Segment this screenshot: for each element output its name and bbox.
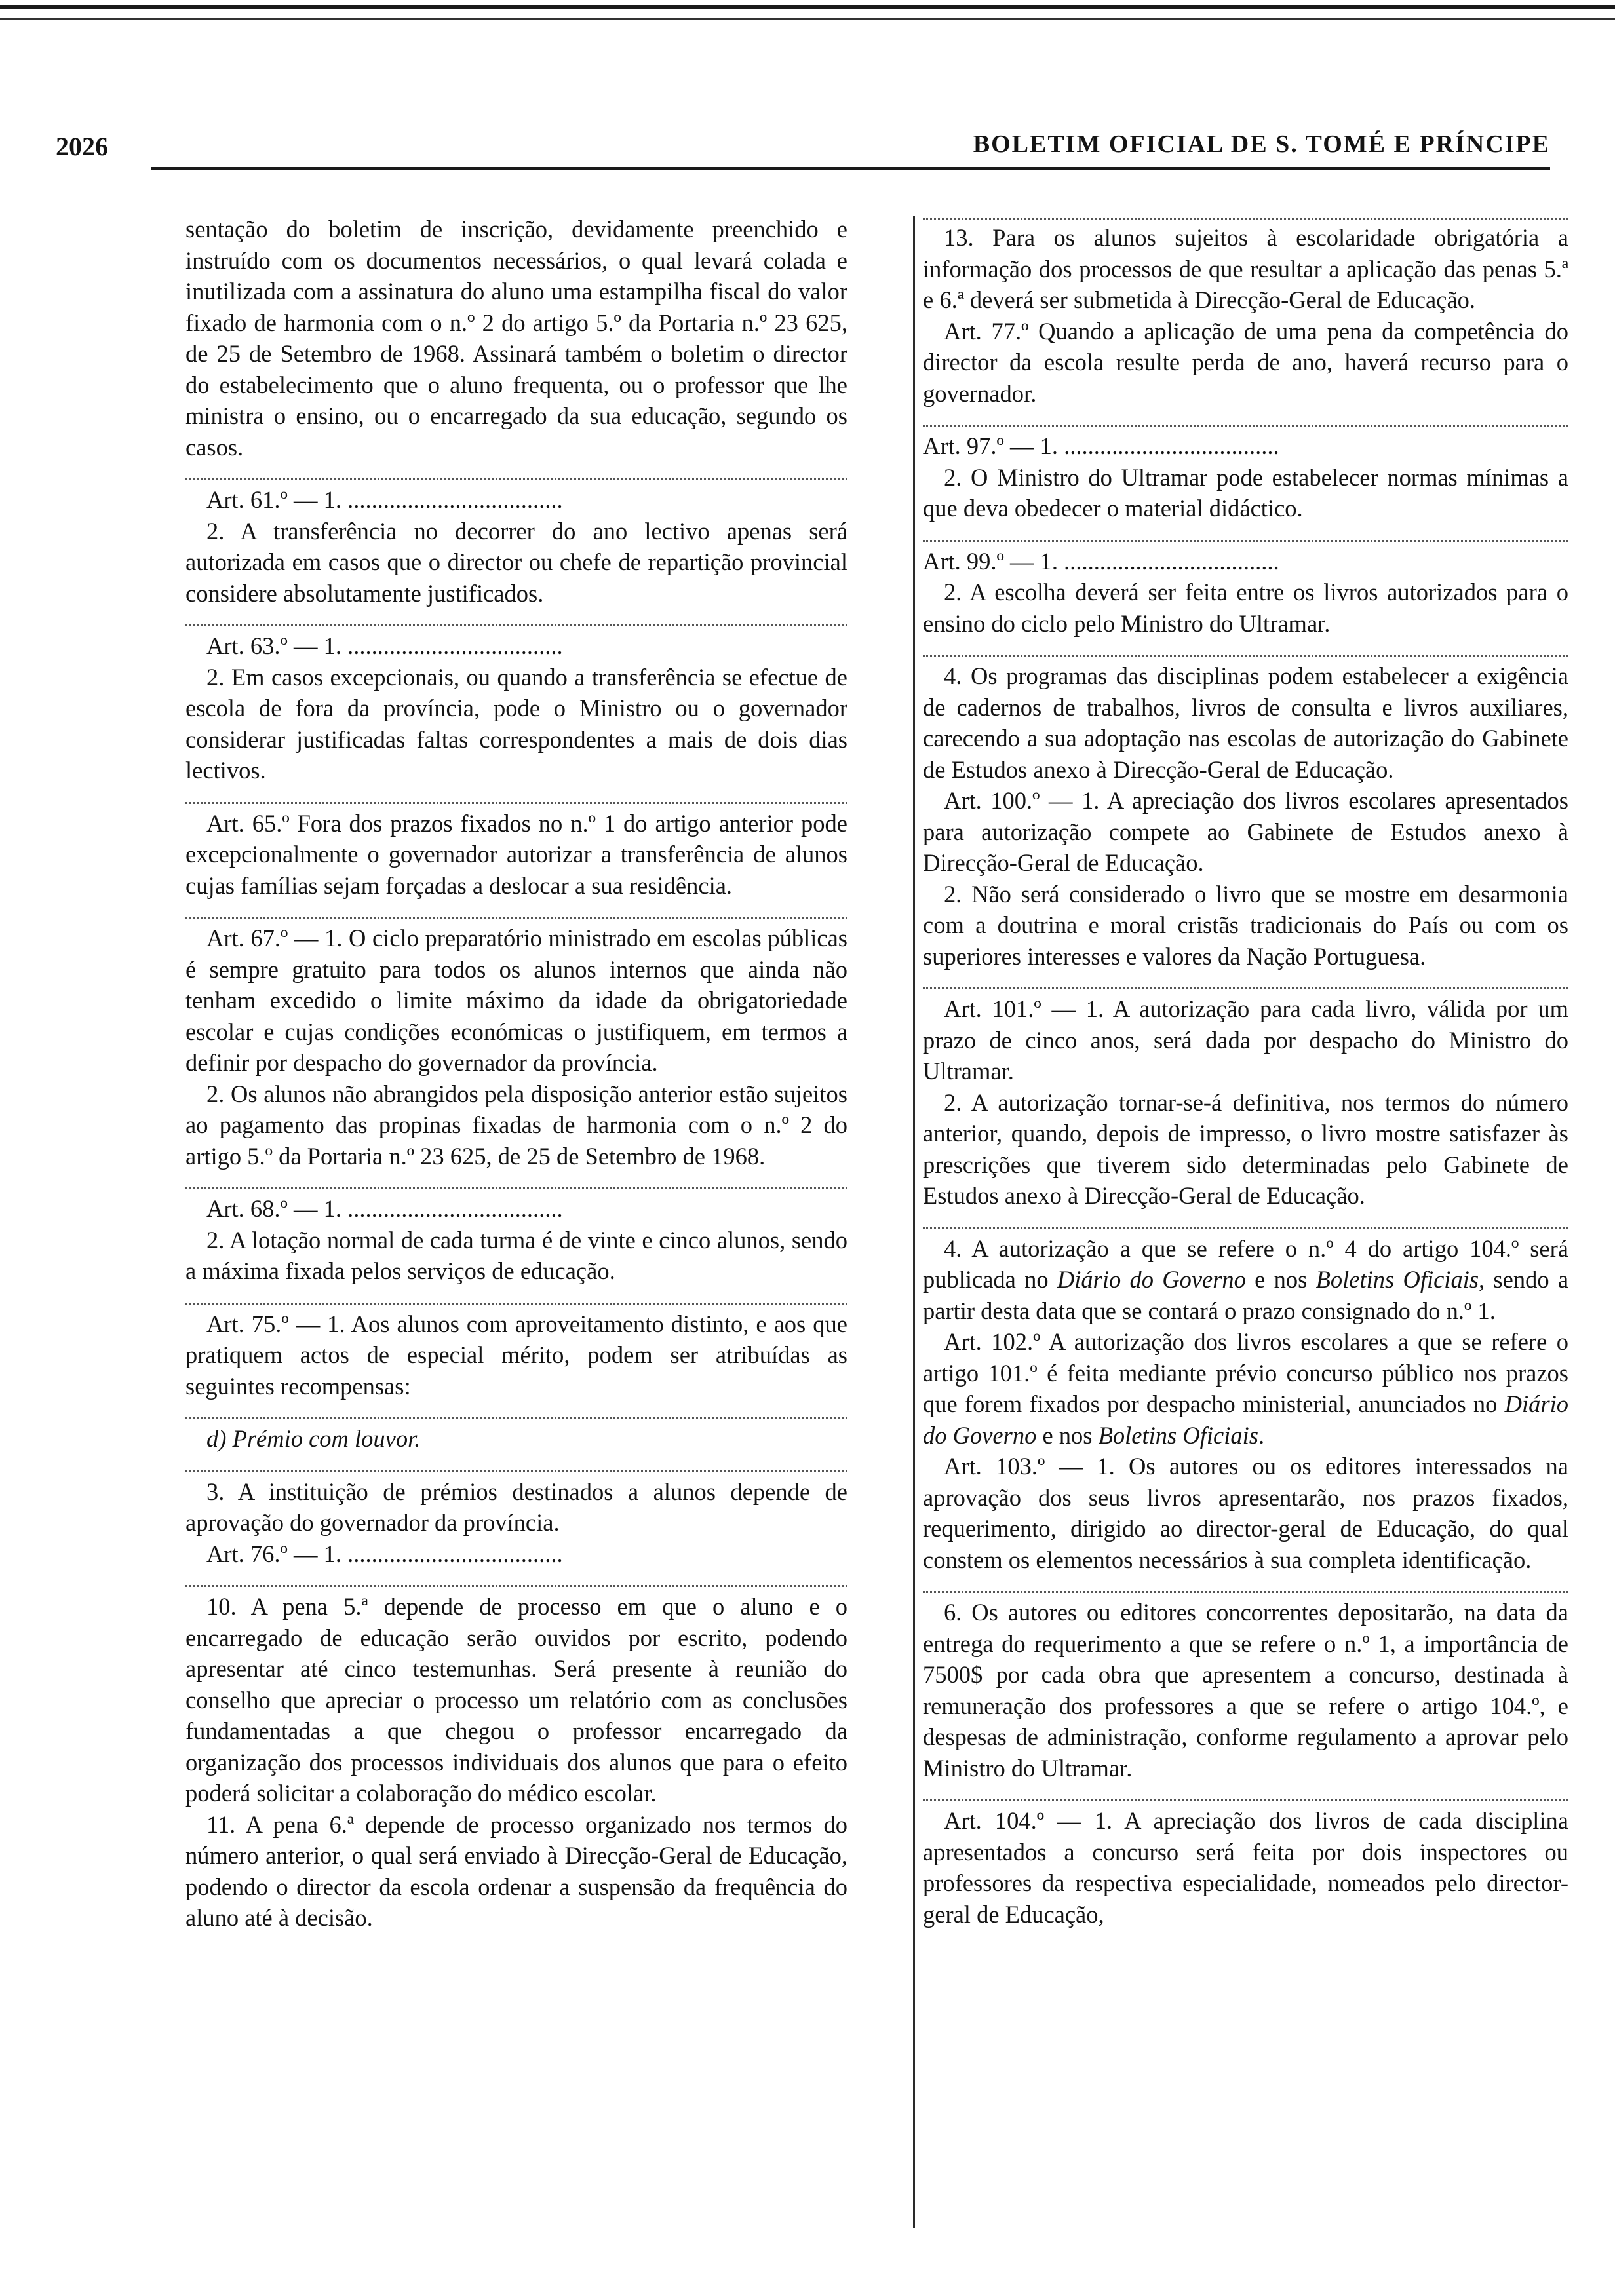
top-border-rule-secondary — [0, 18, 1615, 20]
paragraph: 10. A pena 5.ª depende de processo em que o aluno e o encarregado de educação serão ouvidos por escrito, podendo apresentar até cinco testemunhas. Será presente à reunião do conselho que apreciar o processo um relatório com as conclusões fundamentadas a que chegou o professor encarregado da organização dos processos individuais dos alunos que para o efeito poderá solicitar a colaboração do médico escolar. — [185, 1593, 847, 1807]
header-rule — [151, 167, 1550, 170]
paragraph: Art. 65.º Fora dos prazos fixados no n.º 1 do artigo anterior pode excepcionalmente o governador autorizar a transferência de alunos cujas famílias sejam forçadas a deslocar a sua residência. — [185, 809, 847, 899]
paragraph: Art. 75.º — 1. Aos alunos com aproveitamento distinto, e aos que pratiquem actos de especial mérito, podem ser atribuídas as seguintes recompensas: — [185, 1310, 847, 1400]
paragraph: Art. 77.º Quando a aplicação de uma pena da competência do director da escola resulte perda de ano, haverá recurso para o governador. — [923, 317, 1568, 407]
paragraph: sentação do boletim de inscrição, devidamente preenchido e instruído com os documentos necessários, o qual levará colada e inutilizada com a assinatura do aluno uma estampilha fiscal do valor fixado de harmonia com o n.º 2 do artigo 5.º da Portaria n.º 23 625, de 25 de Setembro de 1968. Assinará também o boletim o director do estabelecimento que o aluno frequenta, ou o professor que lhe ministra o ensino, ou o encarregado da sua educação, segundo os casos. — [185, 216, 847, 461]
paragraph: 6. Os autores ou editores concorrentes depositarão, na data da entrega do requerimento a que se refere o n.º 1, a importância de 7500$ por cada obra que apresentem a concurso, destinada à remuneração dos professores a que se refere o artigo 104.º, e despesas de administração, conforme regulamento a aprovar pelo Ministro do Ultramar. — [923, 1599, 1568, 1782]
page-number: 2026 — [56, 132, 108, 161]
dotted-separator — [923, 409, 1568, 427]
dotted-separator — [923, 1212, 1568, 1229]
dotted-separator — [923, 1784, 1568, 1801]
paragraph: 2. Não será considerado o livro que se mostre em desarmonia com a doutrina e moral cristãs tradicionais do País ou com os superiores interesses e valores da Nação Portuguesa. — [923, 880, 1568, 970]
paragraph: 2. A transferência no decorrer do ano lectivo apenas será autorizada em casos que o director ou chefe de repartição provincial considere absolutamente justificados. — [185, 517, 847, 607]
paragraph: Art. 100.º — 1. A apreciação dos livros escolares apresentados para autorização compete ao Gabinete de Estudos anexo à Direcção-Geral de Educação. — [923, 787, 1568, 876]
paragraph: 2. O Ministro do Ultramar pode estabelecer normas mínimas a que deva obedecer o material didáctico. — [923, 463, 1568, 522]
dotted-separator — [923, 1575, 1568, 1593]
dotted-separator — [185, 901, 847, 919]
text-run: , sendo a partir desta data que se contará o prazo consignado do n.º 1. — [923, 1266, 1569, 1324]
top-border-rule — [0, 5, 1615, 9]
left-column — [185, 214, 847, 1934]
text-run: e nos — [1245, 1266, 1316, 1293]
dotted-separator — [923, 524, 1568, 542]
paragraph: 2. A escolha deverá ser feita entre os livros autorizados para o ensino do ciclo pelo Ministro do Ultramar. — [923, 579, 1568, 637]
paragraph: Art. 101.º — 1. A autorização para cada livro, válida por um prazo de cinco anos, será dada por despacho do Ministro do Ultramar. — [923, 995, 1568, 1084]
list-item-italic: d) Prémio com louvor. — [206, 1425, 421, 1452]
dotted-separator — [185, 463, 847, 480]
text-run: e nos — [1036, 1421, 1099, 1449]
dotted-separator — [185, 786, 847, 804]
paragraph: 2. A lotação normal de cada turma é de vinte e cinco alunos, sendo a máxima fixada pelos serviços de educação. — [185, 1226, 847, 1284]
article-heading: Art. 68.º — 1. .................................... — [206, 1195, 563, 1222]
publication-name: Diário do Governo — [1057, 1266, 1246, 1293]
paragraph: Art. 103.º — 1. Os autores ou os editores interessados na aprovação dos seus livros apresentarão, nos prazos fixados, requerimento, dirigido ao director-geral de Educação, do qual constem os elementos necessários à sua completa identificação. — [923, 1453, 1568, 1573]
dotted-separator — [185, 1569, 847, 1587]
paragraph: 2. A autorização tornar-se-á definitiva, nos termos do número anterior, quando, depois de impresso, o livro mostre satisfazer às prescrições que tiverem sido determinadas pelo Gabinete de Estudos anexo à Direcção-Geral de Educação. — [923, 1088, 1568, 1209]
paragraph — [923, 1233, 1568, 1327]
publication-name: Boletins Oficiais — [1315, 1266, 1479, 1293]
text-run: 4. A autorização a que se refere o n.º 4 do artigo 104.º será publicada no — [923, 1234, 1568, 1293]
dotted-separator — [185, 1455, 847, 1472]
column-divider — [913, 216, 915, 2228]
publication-name: Boletins Oficiais — [1098, 1421, 1258, 1449]
paragraph: 11. A pena 6.ª depende de processo organizado nos termos do número anterior, o qual será enviado à Direcção-Geral de Educação, podendo o director da escola ordenar a suspensão da frequência do aluno até à decisão. — [185, 1810, 847, 1931]
dotted-separator — [185, 609, 847, 626]
dotted-separator — [185, 1172, 847, 1189]
dotted-separator — [185, 1287, 847, 1305]
paragraph — [185, 1423, 847, 1455]
paragraph — [923, 1326, 1568, 1451]
paragraph: 3. A instituição de prémios destinados a alunos depende de aprovação do governador da província. — [185, 1478, 847, 1536]
article-heading: Art. 76.º — 1. .................................... — [206, 1540, 563, 1567]
text-run: Art. 102.º A autorização dos livros escolares a que se refere o artigo 101.º é feita mediante prévio concurso público nos prazos que forem fixados por despacho ministerial, anunciados no — [923, 1328, 1568, 1417]
article-heading: Art. 61.º — 1. .................................... — [206, 486, 563, 513]
paragraph: 2. Os alunos não abrangidos pela disposição anterior estão sujeitos ao pagamento das propinas fixadas de harmonia com o n.º 2 do artigo 5.º da Portaria n.º 23 625, de 25 de Setembro de 1968. — [185, 1080, 847, 1170]
dotted-separator — [923, 972, 1568, 989]
article-heading: Art. 99.º — 1. .................................... — [923, 547, 1279, 575]
right-column — [923, 214, 1568, 1930]
paragraph: 2. Em casos excepcionais, ou quando a transferência se efectue de escola de fora da província, pode o Ministro ou o governador considerar justificadas faltas correspondentes a mais de dois dias lectivos. — [185, 663, 847, 784]
dotted-separator — [923, 639, 1568, 657]
page-header — [56, 130, 1550, 170]
journal-title: BOLETIM OFICIAL DE S. TOMÉ E PRÍNCIPE — [973, 130, 1550, 158]
dotted-separator — [185, 1402, 847, 1419]
publication-name: Diário do Governo — [923, 1390, 1568, 1449]
paragraph: 13. Para os alunos sujeitos à escolaridade obrigatória a informação dos processos de que resultar a aplicação das penas 5.ª e 6.ª deverá ser submetida à Direcção-Geral de Educação. — [923, 224, 1568, 313]
dotted-separator — [923, 214, 1568, 220]
paragraph: Art. 67.º — 1. O ciclo preparatório ministrado em escolas públicas é sempre gratuito para todos os alunos internos que ainda não tenham excedido o limite máximo da idade da obrigatoriedade escolar e cujas condições económicas o justifiquem, em termos a definir por despacho do governador da província. — [185, 925, 847, 1076]
paragraph: 4. Os programas das disciplinas podem estabelecer a exigência de cadernos de trabalhos, livros de consulta e livros auxiliares, carecendo a sua adoptação nas escolas de autorização do Gabinete de Estudos anexo à Direcção-Geral de Educação. — [923, 662, 1568, 783]
article-heading: Art. 63.º — 1. .................................... — [206, 632, 563, 659]
paragraph: Art. 104.º — 1. A apreciação dos livros de cada disciplina apresentados a concurso será feita por dois inspectores ou professores da respectiva especialidade, nomeados pelo director-geral de Educação, — [923, 1807, 1568, 1928]
text-run: . — [1258, 1421, 1265, 1449]
article-heading: Art. 97.º — 1. .................................... — [923, 432, 1279, 459]
